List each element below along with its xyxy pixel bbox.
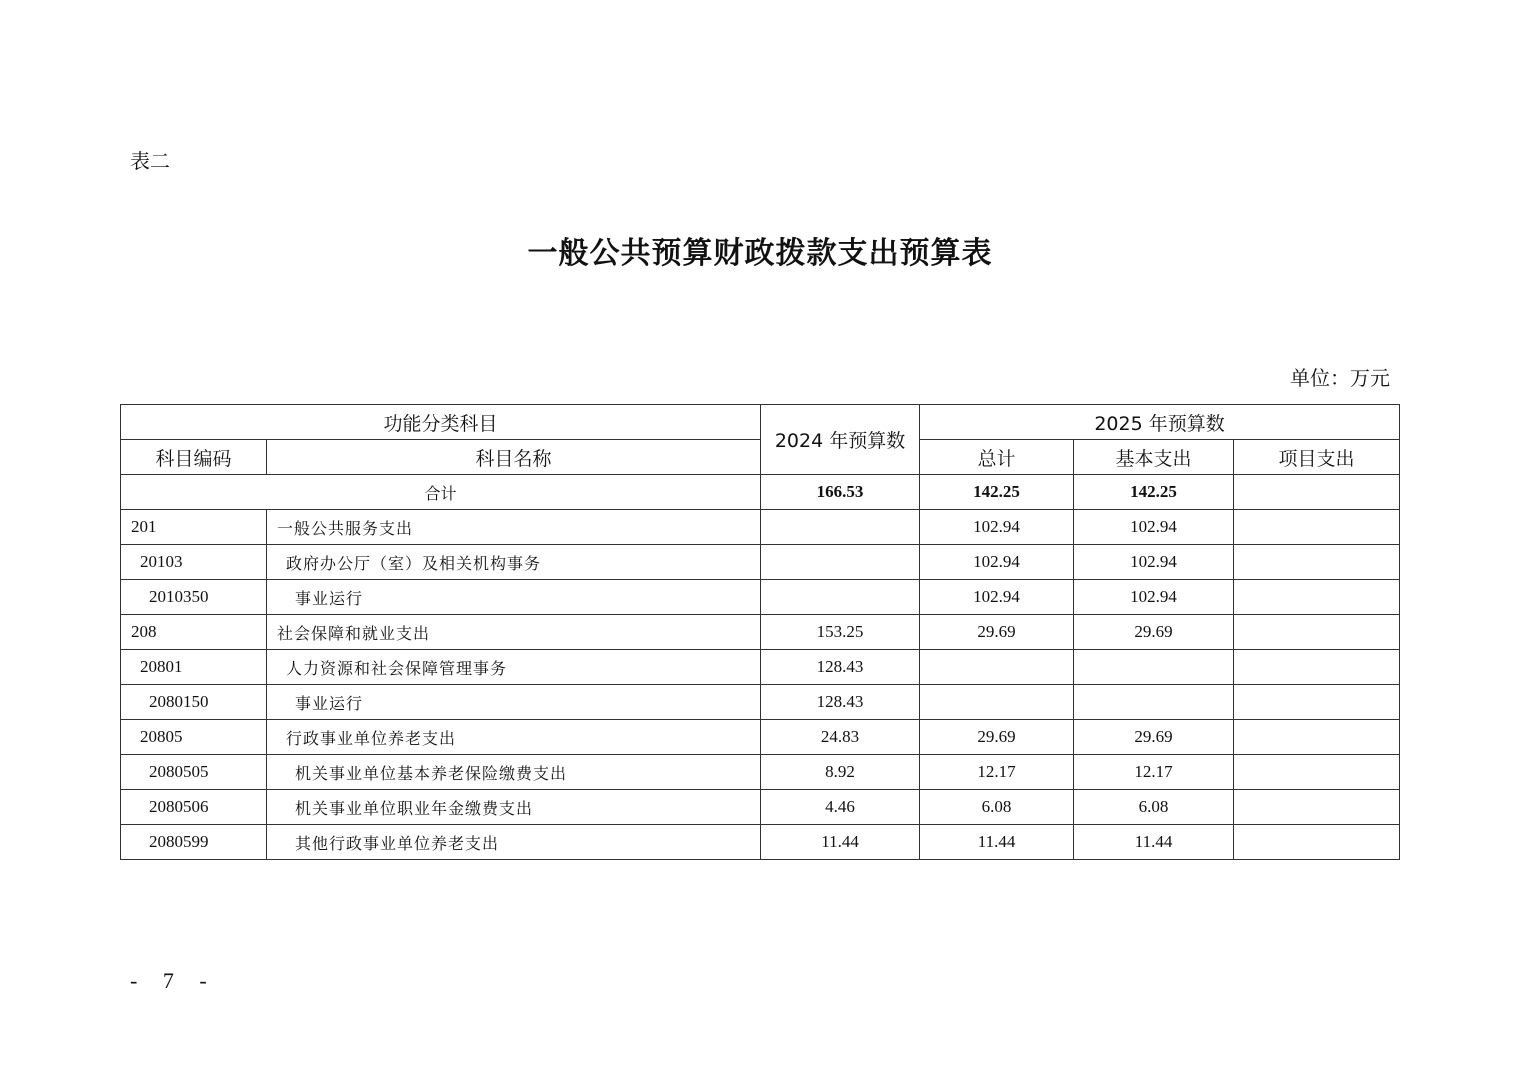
row-prev: 11.44 <box>761 825 920 860</box>
row-name: 其他行政事业单位养老支出 <box>267 825 761 860</box>
header-prev-year-number: 2024 <box>774 430 824 452</box>
table-row <box>121 825 1400 860</box>
header-name: 科目名称 <box>267 440 761 475</box>
header-cur-year-number: 2025 <box>1094 412 1143 435</box>
header-cur-year <box>920 405 1400 440</box>
header-basic: 基本支出 <box>1074 440 1234 475</box>
budget-table <box>120 404 1400 860</box>
row-project <box>1234 685 1400 720</box>
row-name: 行政事业单位养老支出 <box>267 720 761 755</box>
row-basic: 102.94 <box>1074 510 1234 545</box>
row-code: 2010350 <box>121 580 267 615</box>
total-label: 合计 <box>121 475 761 510</box>
row-name: 事业运行 <box>267 685 761 720</box>
row-basic <box>1074 685 1234 720</box>
row-basic: 12.17 <box>1074 755 1234 790</box>
table-row <box>121 790 1400 825</box>
row-code: 2080150 <box>121 685 267 720</box>
row-project <box>1234 720 1400 755</box>
row-prev: 24.83 <box>761 720 920 755</box>
row-total: 29.69 <box>920 720 1074 755</box>
row-basic: 6.08 <box>1074 790 1234 825</box>
row-basic: 102.94 <box>1074 580 1234 615</box>
total-project <box>1234 475 1400 510</box>
row-total: 6.08 <box>920 790 1074 825</box>
row-code: 20103 <box>121 545 267 580</box>
row-project <box>1234 580 1400 615</box>
row-code: 20805 <box>121 720 267 755</box>
table-label: 表二 <box>130 149 170 173</box>
total-prev: 166.53 <box>761 475 920 510</box>
row-total: 29.69 <box>920 615 1074 650</box>
row-prev <box>761 510 920 545</box>
table-row <box>121 510 1400 545</box>
row-code: 201 <box>121 510 267 545</box>
table-row <box>121 615 1400 650</box>
header-category: 功能分类科目 <box>121 405 761 440</box>
row-code: 2080506 <box>121 790 267 825</box>
row-total: 102.94 <box>920 545 1074 580</box>
total-row <box>121 475 1400 510</box>
header-prev-year-suffix: 年预算数 <box>823 430 906 452</box>
row-name: 政府办公厅（室）及相关机构事务 <box>267 545 761 580</box>
row-basic: 11.44 <box>1074 825 1234 860</box>
row-project <box>1234 755 1400 790</box>
header-total: 总计 <box>920 440 1074 475</box>
row-prev: 128.43 <box>761 650 920 685</box>
total-total: 142.25 <box>920 475 1074 510</box>
table-row <box>121 580 1400 615</box>
row-code: 2080599 <box>121 825 267 860</box>
row-basic: 29.69 <box>1074 615 1234 650</box>
header-row-2 <box>121 440 1400 475</box>
row-prev: 4.46 <box>761 790 920 825</box>
table-row <box>121 685 1400 720</box>
row-basic: 29.69 <box>1074 720 1234 755</box>
row-name: 一般公共服务支出 <box>267 510 761 545</box>
unit-label: 单位：万元 <box>1290 366 1390 390</box>
row-total <box>920 685 1074 720</box>
row-project <box>1234 790 1400 825</box>
header-row-1 <box>121 405 1400 440</box>
row-project <box>1234 545 1400 580</box>
row-code: 2080505 <box>121 755 267 790</box>
row-code: 20801 <box>121 650 267 685</box>
header-code: 科目编码 <box>121 440 267 475</box>
table-row <box>121 650 1400 685</box>
header-project: 项目支出 <box>1234 440 1400 475</box>
total-basic: 142.25 <box>1074 475 1234 510</box>
row-basic <box>1074 650 1234 685</box>
row-name: 人力资源和社会保障管理事务 <box>267 650 761 685</box>
row-basic: 102.94 <box>1074 545 1234 580</box>
row-prev: 8.92 <box>761 755 920 790</box>
page-title: 一般公共预算财政拨款支出预算表 <box>527 236 993 271</box>
page-number: - 7 - <box>130 968 217 993</box>
row-total <box>920 650 1074 685</box>
row-project <box>1234 510 1400 545</box>
row-name: 事业运行 <box>267 580 761 615</box>
row-project <box>1234 650 1400 685</box>
row-total: 11.44 <box>920 825 1074 860</box>
row-code: 208 <box>121 615 267 650</box>
table-row <box>121 720 1400 755</box>
row-prev <box>761 580 920 615</box>
row-prev <box>761 545 920 580</box>
table-row <box>121 545 1400 580</box>
row-name: 机关事业单位职业年金缴费支出 <box>267 790 761 825</box>
header-cur-year-suffix: 年预算数 <box>1142 412 1225 435</box>
row-prev: 128.43 <box>761 685 920 720</box>
row-project <box>1234 825 1400 860</box>
row-total: 102.94 <box>920 580 1074 615</box>
header-prev-year <box>761 405 920 475</box>
row-prev: 153.25 <box>761 615 920 650</box>
row-name: 社会保障和就业支出 <box>267 615 761 650</box>
table-row <box>121 755 1400 790</box>
row-name: 机关事业单位基本养老保险缴费支出 <box>267 755 761 790</box>
row-project <box>1234 615 1400 650</box>
row-total: 102.94 <box>920 510 1074 545</box>
row-total: 12.17 <box>920 755 1074 790</box>
